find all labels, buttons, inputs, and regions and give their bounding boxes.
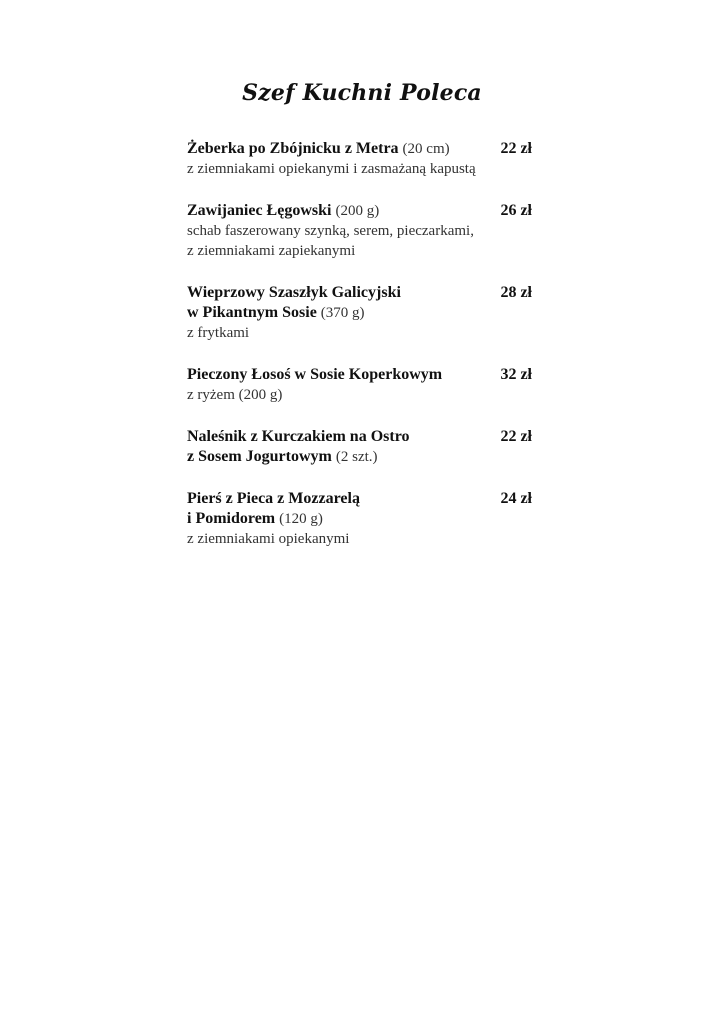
item-name-line [187,447,532,467]
item-price: 22 zł [500,140,532,157]
menu-item [187,201,532,261]
item-quantity: (2 szt.) [335,449,378,465]
item-description: z ryżem (200 g) [187,387,283,403]
item-price: 28 zł [500,284,532,301]
menu-item [187,427,532,467]
item-name: Żeberka po Zbójnicku z Metra [187,140,399,157]
item-name-line [187,365,532,385]
item-price: 22 zł [500,428,532,445]
item-description: z ziemniakami opiekanymi i zasmażaną kapustą [187,161,476,177]
item-quantity: (200 g) [335,203,380,219]
menu-item [187,489,532,549]
item-name-line [187,427,532,447]
item-name-line [187,139,532,159]
item-name: z Sosem Jogurtowym [187,448,332,465]
item-quantity: (20 cm) [402,141,450,157]
item-name-line [187,489,532,509]
item-quantity: (120 g) [279,511,323,527]
item-name: w Pikantnym Sosie [187,304,317,321]
item-name-line [187,201,532,221]
item-price: 32 zł [500,366,532,383]
item-name-line [187,509,532,529]
item-description: schab faszerowany szynką, serem, pieczarkami, [187,223,474,239]
item-name-line [187,303,532,323]
item-quantity: (370 g) [320,305,365,321]
page-title: Szef Kuchni Poleca [242,80,482,106]
item-name: Pierś z Pieca z Mozzarelą [187,490,360,507]
item-name: Wieprzowy Szaszłyk Galicyjski [187,284,401,301]
menu-item [187,139,532,179]
item-price: 24 zł [500,490,532,507]
item-description: z ziemniakami zapiekanymi [187,243,356,259]
item-description: z ziemniakami opiekanymi [187,531,350,547]
item-name: i Pomidorem [187,510,276,527]
menu-item [187,365,532,405]
item-name: Naleśnik z Kurczakiem na Ostro [187,428,410,445]
item-name-line [187,283,532,303]
menu-item [187,283,532,343]
menu-list [187,139,532,571]
item-name: Pieczony Łosoś w Sosie Koperkowym [187,366,443,383]
item-name: Zawijaniec Łęgowski [187,202,332,219]
item-price: 26 zł [500,202,532,219]
item-description: z frytkami [187,325,250,341]
